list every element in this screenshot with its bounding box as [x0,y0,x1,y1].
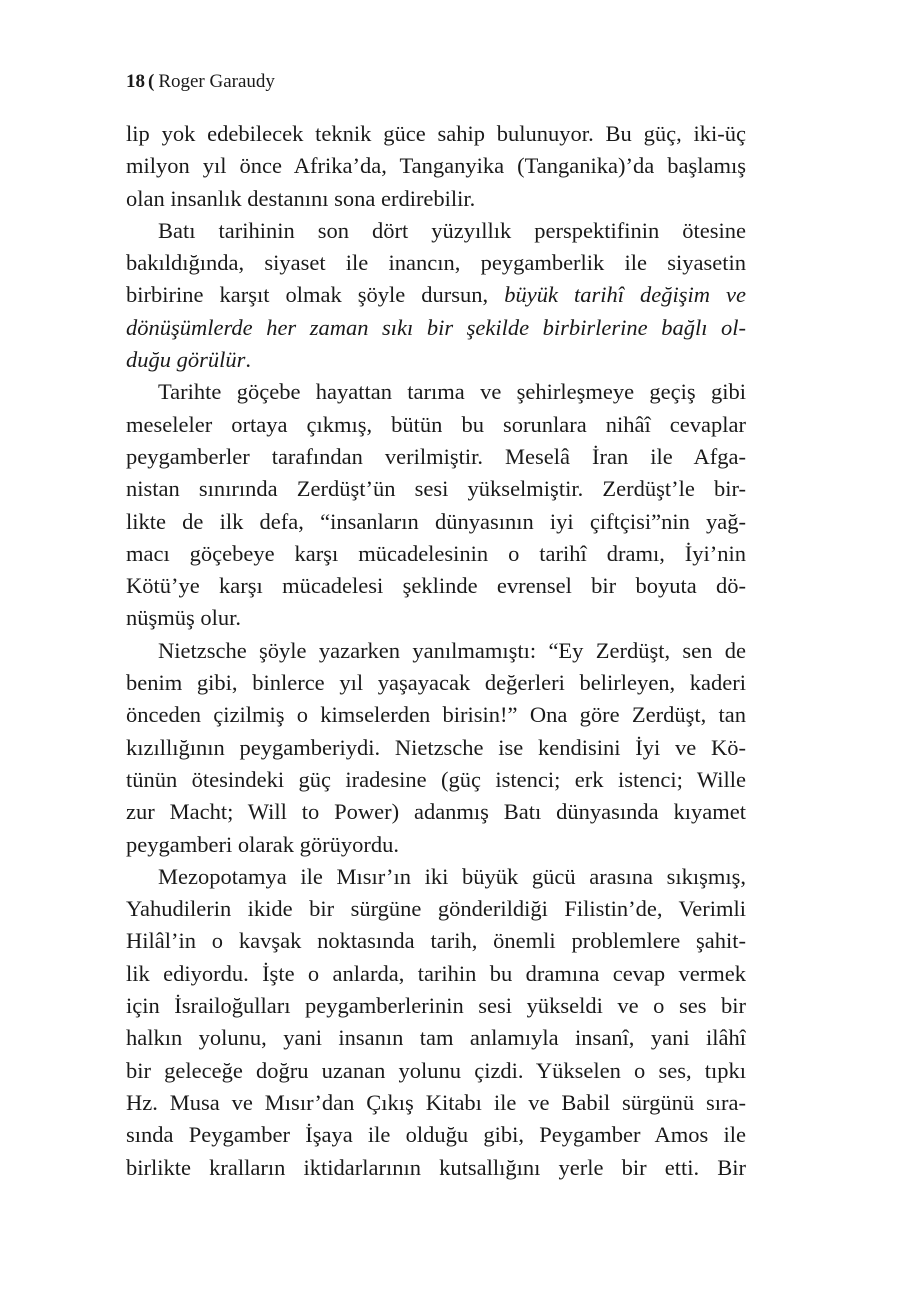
line-text: tünün ötesindeki güç iradesine (güç istenci; erk istenci; Wille [126,766,746,792]
text-line [126,667,746,699]
text-line [126,829,746,861]
text-line [126,344,746,376]
text-line [126,279,746,311]
text-line [126,538,746,570]
line-text: için İsrailoğulları peygamberlerinin sesi yükseldi ve o ses bir [126,993,746,1019]
line-text: bakıldığında, siyaset ile inancın, peygamberlik ile siyasetin [126,250,746,276]
text-line [126,473,746,505]
text-line [126,1022,746,1054]
line-text: lip yok edebilecek teknik güce sahip bulunuyor. Bu güç, iki-üç [126,121,746,146]
line-text: peygamberler tarafından verilmiştir. Meselâ İran ile Afga- [126,443,746,469]
line-text: milyon yıl önce Afrika’da, Tanganyika (Tanganika)’da başlamış [126,153,746,179]
text-line [126,764,746,796]
line-text: kızıllığının peygamberiydi. Nietzsche ise kendisini İyi ve Kö- [126,734,746,760]
line-text: sında Peygamber İşaya ile olduğu gibi, Peygamber Amos ile [126,1122,746,1148]
line-text: zur Macht; Will to Power) adanmış Batı dünyasında kıyamet [126,799,746,825]
line-text: Batı tarihinin son dört yüzyıllık perspektifinin ötesine [158,217,746,243]
line-text: macı göçebeye karşı mücadelesinin o tarihî dramı, İyi’nin [126,540,746,566]
italic-text: büyük tarihî değişim ve [504,282,746,308]
body-text [126,118,746,1184]
page-number: 18 [126,71,145,92]
text-line [126,215,746,247]
text-line [126,732,746,764]
author-name: Roger Garaudy [158,71,275,92]
text-line [126,602,746,634]
line-text: meseleler ortaya çıkmış, bütün bu sorunlara nihâî cevaplar [126,411,746,437]
line-text: Tarihte göçebe hayattan tarıma ve şehirleşmeye geçiş gibi [158,379,746,405]
line-text: birbirine karşıt olmak şöyle dursun, [126,282,505,308]
line-text: likte de ilk defa, “insanların dünyasının iyi çiftçisi”nin yağ- [126,508,746,534]
line-text: lik ediyordu. İşte o anlarda, tarihin bu dramına cevap vermek [126,960,746,986]
text-line [126,990,746,1022]
italic-text: dönüşümlerde her zaman sıkı bir şekilde birbirlerine bağlı ol- [126,314,746,340]
line-text: Kötü’ye karşı mücadelesi şeklinde evrensel bir boyuta dö- [126,573,746,599]
text-line [126,441,746,473]
text-line [126,150,746,182]
text-line [126,118,746,150]
line-text: nistan sınırında Zerdüşt’ün sesi yükselmiştir. Zerdüşt’le bir- [126,476,746,502]
text-line [126,796,746,828]
running-header [126,70,275,94]
line-text: Yahudilerin ikide bir sürgüne gönderildiği Filistin’de, Verimli [126,896,746,922]
header-separator: ( [148,71,155,92]
line-text: Hilâl’in o kavşak noktasında tarih, önemli problemlere şahit- [126,928,746,954]
line-text: peygamberi olarak görüyordu. [126,831,400,857]
text-line [126,699,746,731]
text-line [126,1055,746,1087]
line-text: halkın yolunu, yani insanın tam anlamıyla insanî, yani ilâhî [126,1025,746,1051]
line-text: bir geleceğe doğru uzanan yolunu çizdi. Yükselen o ses, tıpkı [126,1057,746,1083]
line-text: Mezopotamya ile Mısır’ın iki büyük gücü arasına sıkışmış, [158,863,746,889]
text-line [126,958,746,990]
line-text: Nietzsche şöyle yazarken yanılmamıştı: “Ey Zerdüşt, sen de [158,637,746,663]
line-text: nüşmüş olur. [126,605,242,631]
text-line [126,376,746,408]
text-line [126,635,746,667]
italic-text: duğu görülür [126,347,246,373]
text-line [126,183,746,215]
text-line [126,247,746,279]
text-line [126,861,746,893]
text-line [126,893,746,925]
text-line [126,1087,746,1119]
text-line [126,570,746,602]
text-line [126,925,746,957]
line-tail: . [245,347,252,373]
text-line [126,409,746,441]
text-line [126,312,746,344]
text-line [126,1119,746,1151]
line-text: önceden çizilmiş o kimselerden birisin!” Ona göre Zerdüşt, tan [126,702,746,728]
line-text: birlikte kralların iktidarlarının kutsallığını yerle bir etti. Bir [126,1154,746,1180]
line-text: olan insanlık destanını sona erdirebilir. [126,185,476,211]
text-line [126,1152,746,1184]
text-line [126,506,746,538]
line-text: benim gibi, binlerce yıl yaşayacak değerleri belirleyen, kaderi [126,670,746,696]
line-text: Hz. Musa ve Mısır’dan Çıkış Kitabı ile ve Babil sürgünü sıra- [126,1089,746,1115]
